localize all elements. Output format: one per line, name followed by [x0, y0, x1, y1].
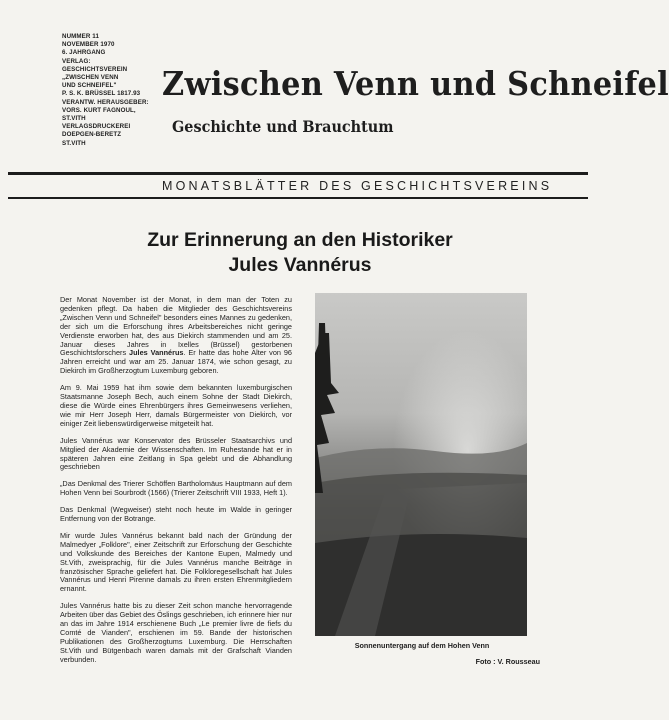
- meta-line: VORS. KURT FAGNOUL,: [62, 106, 136, 114]
- meta-line: VERLAGSDRUCKEREI: [62, 123, 131, 131]
- paragraph-1: [60, 296, 292, 376]
- bulletin-line: MONATSBLÄTTER DES GESCHICHTSVEREINS: [162, 179, 553, 193]
- masthead-subtitle: Geschichte und Brauchtum: [172, 117, 394, 136]
- photo-credit: Foto : V. Rousseau: [475, 657, 540, 666]
- meta-line: ST.VITH: [62, 139, 86, 147]
- meta-line: P. S. K. BRÜSSEL 1817.93: [62, 90, 141, 98]
- paragraph-4: „Das Denkmal des Trierer Schöffen Bartholomäus Hauptmann auf dem Hohen Venn bei Sourbrodt (1566) (Trierer Zeitschrift VIII 1933, Heft 1).: [60, 479, 292, 498]
- paragraph-text: . Er hatte das hohe Alter von 96 Jahren erreicht und war am 25. Januar 1874, wie schon gesagt, zu Diekirch im Großherzogtum Luxemburg geboren.: [60, 348, 292, 376]
- article-body: [60, 296, 292, 673]
- meta-line: VERLAG:: [62, 57, 91, 65]
- person-name: Jules Vannérus: [129, 348, 184, 358]
- meta-line: VERANTW. HERAUSGEBER:: [62, 98, 149, 106]
- paragraph-3: Jules Vannérus war Konservator des Brüsseler Staatsarchivs und Mitglied der Akademie der Wissenschaften. Im Ruhestande hat er in späteren Jahren eine Zeitlang in Spa gelebt und die Abhandlung geschrieben: [60, 435, 292, 472]
- masthead-title: Zwischen Venn und Schneifel: [162, 64, 669, 103]
- photo-caption: Sonnenuntergang auf dem Hohen Venn: [354, 641, 490, 650]
- paragraph-text: Der Monat November ist der Monat, in dem man der Toten zu gedenken pflegt. Da haben die Mitglieder des Geschichtsvereins „Zwischen Venn und Schneifel" besonders eines Mannes zu gedenken, der sich um die Erforschung ihres Arbeitsbereiches nicht geringe Verdienste erworben hat, des aus Diekirch stammenden und am 25. Januar dieses Jahres in Ixelles (Brüssel) gestorbenen Geschichtsforschers: [60, 295, 292, 358]
- bottom-divider: [8, 197, 588, 199]
- meta-line: NUMMER 11: [62, 33, 100, 40]
- paragraph-5: Das Denkmal (Wegweiser) steht noch heute im Walde in geringer Entfernung von der Botrange.: [60, 505, 292, 524]
- meta-line: UND SCHNEIFEL": [62, 82, 117, 90]
- headline-line-2: Jules Vannérus: [228, 254, 372, 276]
- meta-line: 6. JAHRGANG: [62, 49, 106, 57]
- meta-line: GESCHICHTSVEREIN: [62, 65, 128, 73]
- landscape-photo: [315, 293, 527, 636]
- paragraph-7: Jules Vannérus hatte bis zu dieser Zeit schon manche hervorragende Arbeiten über das Gebiet des Öslings geschrieben, ich erinnere hier nur an das im Jahre 1914 erschienene Buch „Le premier livre de fiefs du Comté de Vianden", erschienen im 59. Bande der historischen Publikationen des Großherzogtums Luxemburg. Die Herrschaften St.Vith und Bütgenbach waren damals mit der Grafschaft Vianden verbunden.: [60, 601, 293, 664]
- photo-illustration: [315, 293, 527, 636]
- meta-line: NOVEMBER 1970: [62, 41, 115, 49]
- paragraph-2: Am 9. Mai 1959 hat ihm sowie dem bekannten luxemburgischen Staatsmanne Joseph Bech, auch einem Sohne der Stadt Diekirch, diese die Würde eines Ehrenbürgers ihres Gemeinwesens verliehen, wie mir Herr Joseph Herr, damals Bürgermeister von Diekirch, vor einiger Zeit liebenswürdigerweise mitgeteilt hat.: [60, 383, 292, 428]
- article-headline: [60, 228, 540, 278]
- meta-line: „ZWISCHEN VENN: [62, 74, 119, 82]
- top-divider: [8, 172, 588, 175]
- paragraph-6: Mir wurde Jules Vannérus bekannt bald nach der Gründung der Malmedyer „Folklore", einer Zeitschrift zur Erforschung der Geschichte und Volkskunde des Bereiches der Kantone Eupen, Malmedy und St.Vith, zweisprachig, für die Jules Vannérus manche Beiträge in französischer Sprache geliefert hat. Die Folkloregesellschaft hat Jules Vannérus und Henri Pirenne damals zu ihren ersten Ehrenmitgliedern ernannt.: [60, 530, 292, 594]
- meta-line: ST.VITH: [62, 115, 86, 123]
- meta-line: DOEPGEN-BERETZ: [62, 131, 122, 139]
- headline-line-1: Zur Erinnerung an den Historiker: [147, 229, 453, 251]
